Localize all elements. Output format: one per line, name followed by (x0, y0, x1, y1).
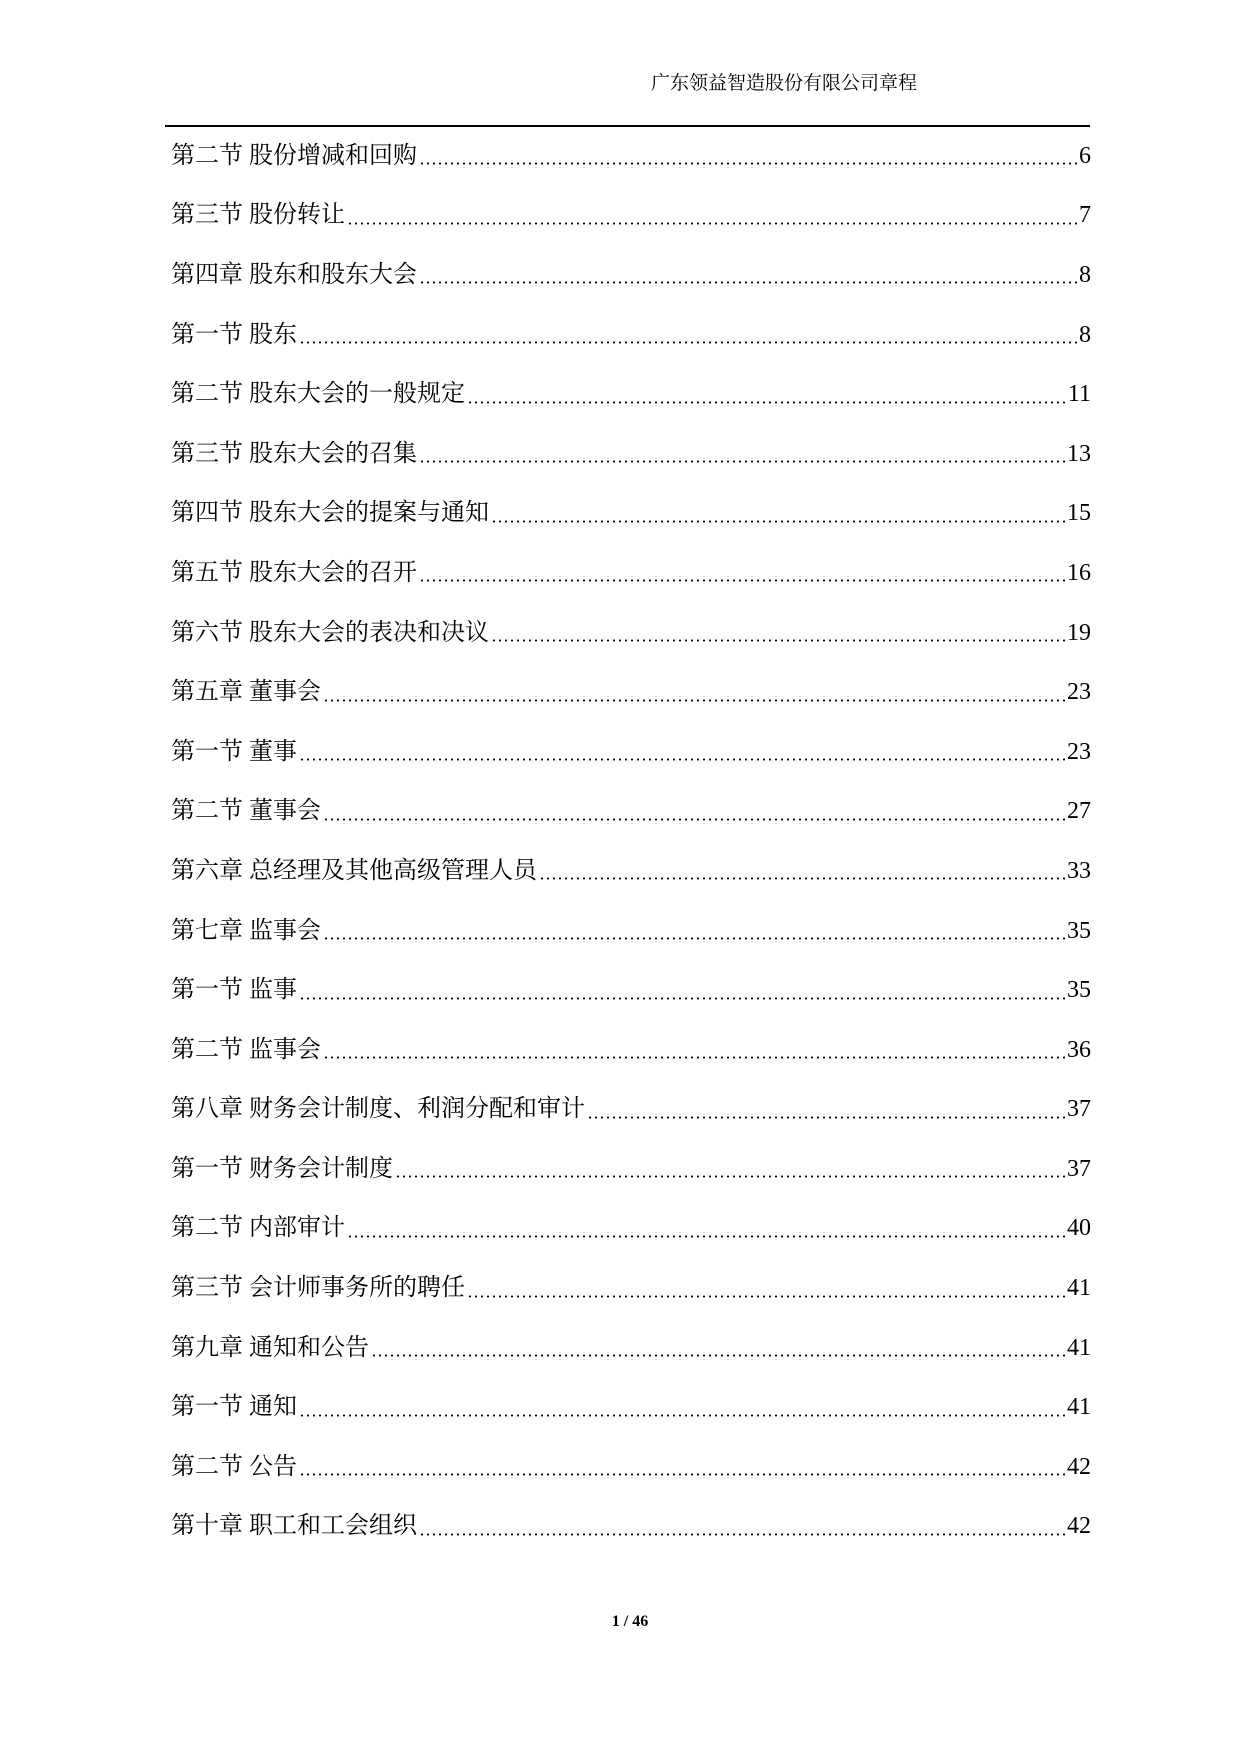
toc-entry-page-number: 37 (1067, 1155, 1091, 1182)
toc-dot-leader (419, 281, 1077, 284)
toc-dot-leader (299, 1414, 1065, 1417)
toc-entry-title: 第一节 股东 (171, 321, 297, 348)
toc-entry-title: 第一节 通知 (171, 1394, 297, 1421)
toc-entry-page-number: 35 (1067, 917, 1091, 944)
toc-entry-title: 第二节 内部审计 (171, 1215, 345, 1242)
toc-entry[interactable] (171, 1020, 1091, 1080)
toc-entry-title: 第四节 股东大会的提案与通知 (171, 500, 489, 527)
toc-entry-page-number: 42 (1067, 1513, 1091, 1540)
running-header-title: 广东领益智造股份有限公司章程 (651, 73, 918, 94)
toc-entry-page-number: 19 (1067, 619, 1091, 646)
toc-entry-title: 第三节 会计师事务所的聘任 (171, 1275, 465, 1302)
toc-entry[interactable] (171, 484, 1091, 544)
toc-entry-title: 第六节 股东大会的表决和决议 (171, 619, 489, 646)
toc-entry[interactable] (171, 1497, 1091, 1557)
toc-entry-title: 第五章 董事会 (171, 679, 321, 706)
toc-entry-page-number: 27 (1067, 798, 1091, 825)
toc-entry[interactable] (171, 1318, 1091, 1378)
toc-dot-leader (491, 639, 1065, 642)
toc-entry-title: 第三节 股东大会的召集 (171, 440, 417, 467)
toc-dot-leader (323, 1056, 1065, 1059)
toc-dot-leader (419, 162, 1077, 165)
toc-entry-page-number: 41 (1067, 1334, 1091, 1361)
toc-entry[interactable] (171, 722, 1091, 782)
toc-entry[interactable] (171, 841, 1091, 901)
toc-dot-leader (467, 1295, 1065, 1298)
toc-dot-leader (419, 460, 1065, 463)
toc-dot-leader (587, 1116, 1065, 1119)
toc-entry[interactable] (171, 1199, 1091, 1259)
toc-entry-title: 第九章 通知和公告 (171, 1334, 369, 1361)
toc-entry-title: 第三节 股份转让 (171, 202, 345, 229)
toc-dot-leader (467, 401, 1066, 404)
toc-dot-leader (539, 877, 1065, 880)
toc-dot-leader (419, 1533, 1065, 1536)
toc-entry[interactable] (171, 186, 1091, 246)
toc-dot-leader (299, 758, 1065, 761)
toc-entry[interactable] (171, 245, 1091, 305)
toc-entry-title: 第六章 总经理及其他高级管理人员 (171, 857, 537, 884)
toc-entry-page-number: 23 (1067, 679, 1091, 706)
toc-entry[interactable] (171, 364, 1091, 424)
toc-entry[interactable] (171, 603, 1091, 663)
toc-dot-leader (299, 997, 1065, 1000)
toc-entry-title: 第二节 股东大会的一般规定 (171, 381, 465, 408)
toc-dot-leader (323, 699, 1065, 702)
toc-entry-page-number: 13 (1067, 440, 1091, 467)
toc-dot-leader (323, 937, 1065, 940)
toc-entry-title: 第一节 董事 (171, 738, 297, 765)
toc-entry-page-number: 37 (1067, 1096, 1091, 1123)
toc-entry-page-number: 8 (1079, 321, 1091, 348)
toc-entry[interactable] (171, 782, 1091, 842)
toc-entry[interactable] (171, 1437, 1091, 1497)
toc-entry-title: 第一节 财务会计制度 (171, 1155, 393, 1182)
toc-entry[interactable] (171, 126, 1091, 186)
toc-entry-title: 第七章 监事会 (171, 917, 321, 944)
toc-dot-leader (491, 520, 1065, 523)
toc-dot-leader (371, 1354, 1065, 1357)
toc-entry-page-number: 23 (1067, 738, 1091, 765)
toc-entry[interactable] (171, 424, 1091, 484)
toc-entry-title: 第二节 监事会 (171, 1036, 321, 1063)
toc-entry-title: 第十章 职工和工会组织 (171, 1513, 417, 1540)
toc-entry-title: 第二节 公告 (171, 1453, 297, 1480)
toc-entry[interactable] (171, 543, 1091, 603)
toc-entry-page-number: 8 (1079, 261, 1091, 288)
toc-entry[interactable] (171, 662, 1091, 722)
toc-entry[interactable] (171, 1139, 1091, 1199)
toc-dot-leader (419, 579, 1065, 582)
toc-dot-leader (347, 222, 1077, 225)
toc-entry-page-number: 15 (1067, 500, 1091, 527)
toc-entry-title: 第五节 股东大会的召开 (171, 559, 417, 586)
toc-entry[interactable] (171, 1377, 1091, 1437)
toc-dot-leader (395, 1175, 1065, 1178)
toc-dot-leader (347, 1235, 1065, 1238)
toc-entry-page-number: 6 (1079, 142, 1091, 169)
toc-entry-page-number: 40 (1067, 1215, 1091, 1242)
toc-dot-leader (323, 818, 1065, 821)
toc-entry-page-number: 7 (1079, 202, 1091, 229)
toc-entry-page-number: 36 (1067, 1036, 1091, 1063)
toc-entry[interactable] (171, 305, 1091, 365)
toc-dot-leader (299, 1473, 1065, 1476)
page-indicator: 1 / 46 (611, 1613, 649, 1630)
toc-entry-page-number: 11 (1067, 381, 1091, 408)
toc-entry[interactable] (171, 1080, 1091, 1140)
toc-entry[interactable] (171, 960, 1091, 1020)
toc-entry-title: 第八章 财务会计制度、利润分配和审计 (171, 1096, 585, 1123)
toc-entry-page-number: 33 (1067, 857, 1091, 884)
toc-entry-page-number: 41 (1067, 1394, 1091, 1421)
table-of-contents (171, 126, 1091, 1556)
toc-dot-leader (299, 341, 1077, 344)
toc-entry[interactable] (171, 1258, 1091, 1318)
toc-entry-title: 第四章 股东和股东大会 (171, 261, 417, 288)
toc-entry-page-number: 35 (1067, 977, 1091, 1004)
toc-entry-title: 第一节 监事 (171, 977, 297, 1004)
toc-entry-page-number: 42 (1067, 1453, 1091, 1480)
toc-entry[interactable] (171, 901, 1091, 961)
toc-entry-title: 第二节 董事会 (171, 798, 321, 825)
toc-entry-title: 第二节 股份增减和回购 (171, 142, 417, 169)
toc-entry-page-number: 16 (1067, 559, 1091, 586)
toc-entry-page-number: 41 (1067, 1275, 1091, 1302)
